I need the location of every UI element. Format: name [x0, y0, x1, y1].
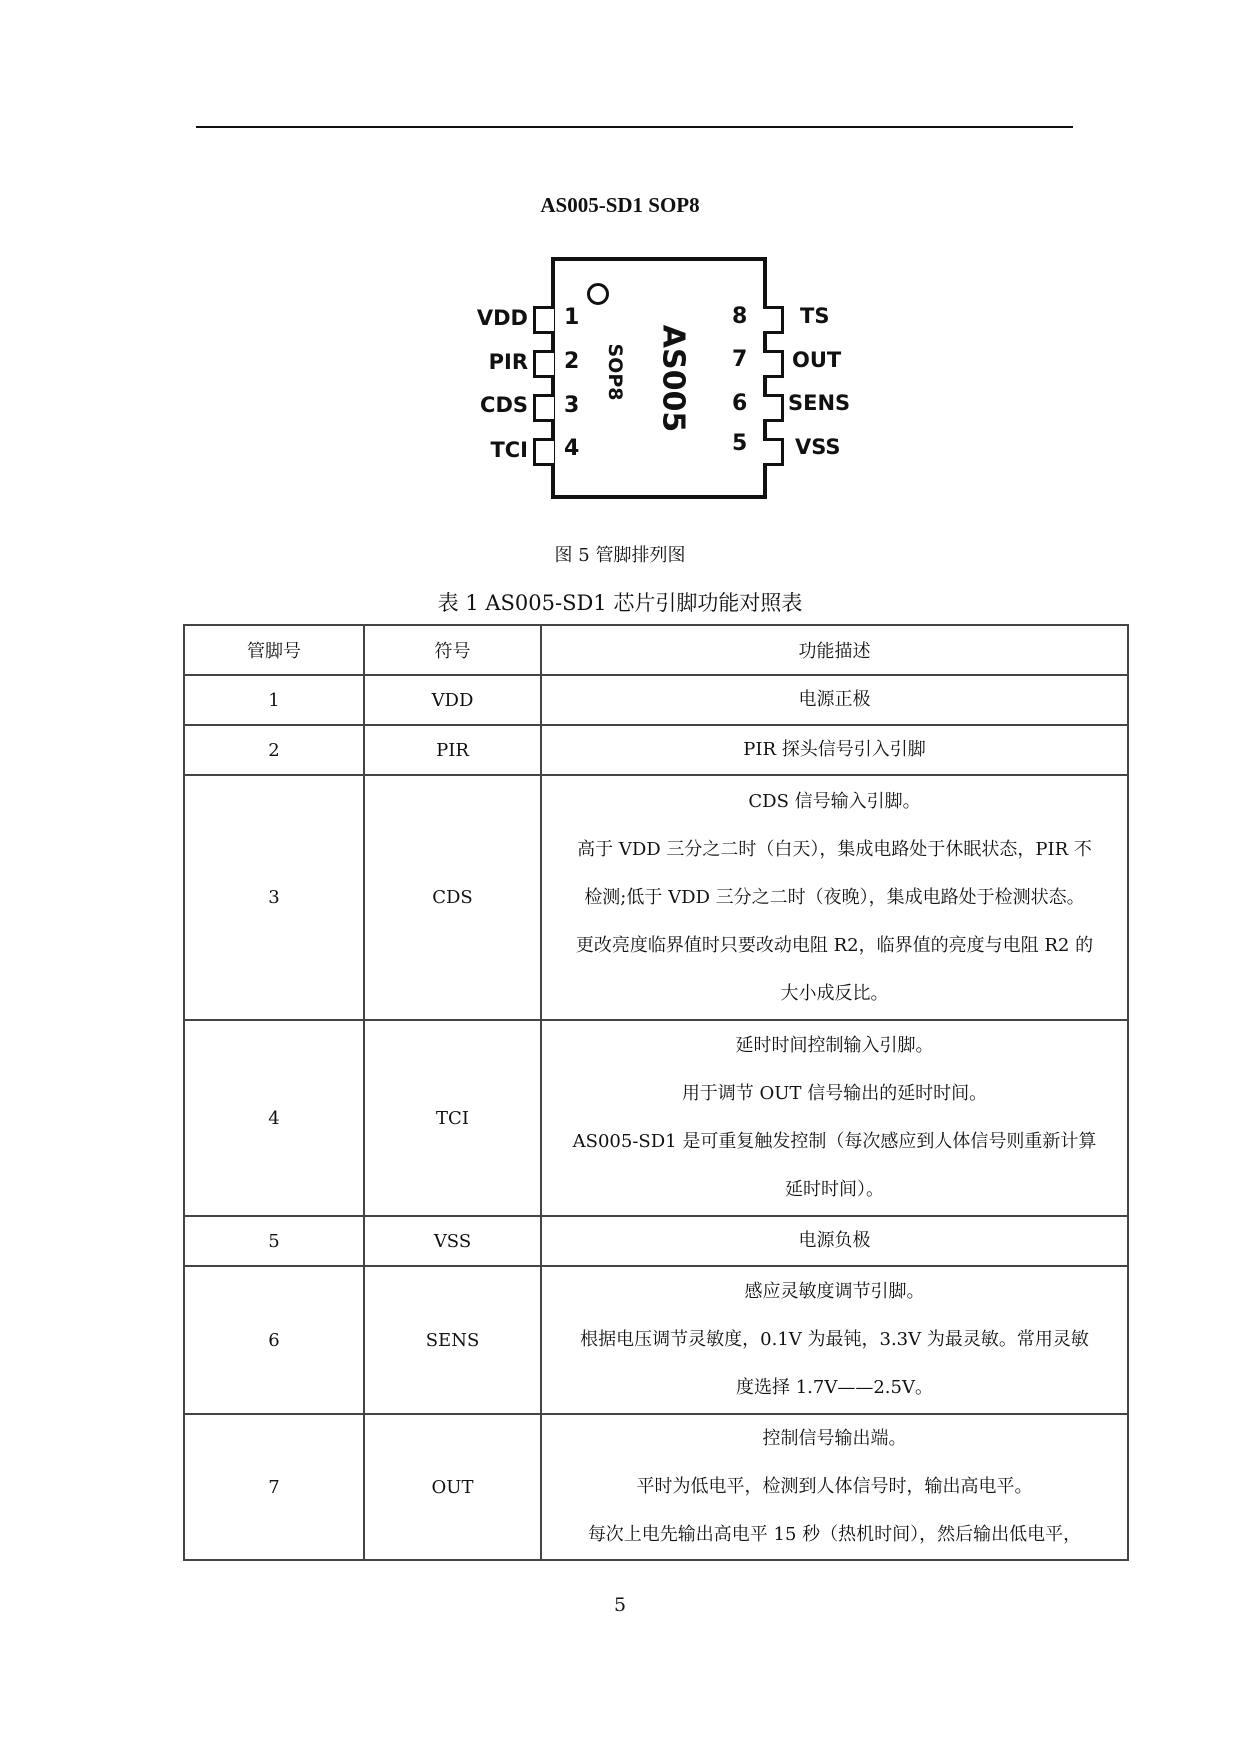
table-row [184, 1266, 1128, 1414]
desc-line: 根据电压调节灵敏度，0.1V 为最钝，3.3V 为最灵敏。常用灵敏 [580, 1329, 1089, 1350]
desc-line: 检测;低于 VDD 三分之二时（夜晚），集成电路处于检测状态。 [584, 886, 1085, 908]
desc-line: PIR 探头信号引入引脚 [743, 739, 926, 760]
table-row [184, 1216, 1128, 1266]
cell-symbol: SENS [364, 1266, 541, 1414]
table-header-row [184, 625, 1128, 675]
pin-name: CDS [480, 393, 528, 417]
chip-body [551, 257, 767, 499]
pin-number: 2 [564, 349, 580, 374]
header-symbol: 符号 [364, 625, 541, 675]
desc-line: 度选择 1.7V——2.5V。 [736, 1377, 933, 1398]
desc-line: CDS 信号输入引脚。 [748, 790, 921, 812]
cell-description [541, 1216, 1128, 1266]
cell-pin: 2 [184, 725, 364, 775]
cell-symbol: TCI [364, 1020, 541, 1216]
figure-caption: 图 5 管脚排列图 [554, 545, 686, 566]
pin-name: VSS [795, 435, 841, 459]
diagram-title: AS005-SD1 SOP8 [540, 193, 700, 217]
header-description: 功能描述 [541, 625, 1128, 675]
pin-name: OUT [792, 348, 842, 372]
cell-pin: 1 [184, 675, 364, 725]
package-label: SOP8 [604, 343, 626, 401]
cell-symbol: PIR [364, 725, 541, 775]
desc-line: 更改亮度临界值时只要改动电阻 R2，临界值的亮度与电阻 R2 的 [575, 934, 1094, 956]
cell-symbol: CDS [364, 775, 541, 1020]
desc-line: 电源正极 [798, 689, 871, 710]
pin-pad-4 [533, 438, 554, 466]
desc-line: 大小成反比。 [780, 982, 889, 1004]
pin1-marker-icon [587, 283, 609, 305]
cell-pin: 4 [184, 1020, 364, 1216]
table-row [184, 1414, 1128, 1560]
pin-number: 3 [564, 393, 580, 418]
desc-line: 平时为低电平，检测到人体信号时，输出高电平。 [636, 1476, 1033, 1497]
pin-function-table [183, 624, 1129, 1561]
cell-description [541, 675, 1128, 725]
cell-description [541, 725, 1128, 775]
pin-number: 8 [732, 304, 748, 329]
header-rule [196, 126, 1073, 128]
cell-symbol: OUT [364, 1414, 541, 1560]
cell-pin: 7 [184, 1414, 364, 1560]
desc-line: 控制信号输出端。 [762, 1428, 907, 1449]
chip-label: AS005 [655, 324, 691, 433]
table-row [184, 725, 1128, 775]
desc-line: 高于 VDD 三分之二时（白天），集成电路处于休眠状态，PIR 不 [577, 838, 1092, 860]
desc-line: 延时时间控制输入引脚。 [735, 1035, 934, 1056]
pin-pad-8 [763, 306, 784, 334]
desc-line: 每次上电先输出高电平 15 秒（热机时间），然后输出低电平， [587, 1524, 1082, 1545]
pin-name: TCI [490, 438, 528, 462]
desc-line: AS005-SD1 是可重复触发控制（每次感应到人体信号则重新计算 [572, 1131, 1097, 1152]
cell-description [541, 1414, 1128, 1560]
pin-number: 7 [732, 347, 748, 372]
pin-number: 5 [732, 431, 748, 456]
page-number: 5 [613, 1594, 627, 1616]
desc-line: 延时时间）。 [785, 1179, 884, 1200]
cell-symbol: VDD [364, 675, 541, 725]
cell-description [541, 775, 1128, 1020]
cell-description [541, 1020, 1128, 1216]
cell-pin: 3 [184, 775, 364, 1020]
cell-pin: 6 [184, 1266, 364, 1414]
pin-pad-6 [763, 394, 784, 422]
pin-name: VDD [476, 306, 528, 330]
cell-description [541, 1266, 1128, 1414]
pin-pad-5 [763, 438, 784, 466]
table-row [184, 675, 1128, 725]
table-row [184, 1020, 1128, 1216]
pin-pad-2 [533, 350, 554, 378]
pin-pad-1 [533, 306, 554, 334]
cell-symbol: VSS [364, 1216, 541, 1266]
table-row [184, 775, 1128, 1020]
cell-pin: 5 [184, 1216, 364, 1266]
pin-pad-3 [533, 394, 554, 422]
pin-number: 6 [732, 391, 748, 416]
pin-name: TS [800, 304, 830, 328]
desc-line: 电源负极 [798, 1230, 871, 1251]
pin-name: PIR [488, 350, 528, 374]
pin-number: 1 [564, 305, 580, 330]
desc-line: 感应灵敏度调节引脚。 [744, 1281, 925, 1302]
pin-number: 4 [564, 436, 580, 461]
pin-name: SENS [788, 391, 851, 415]
pin-pad-7 [763, 350, 784, 378]
header-pin-number: 管脚号 [184, 625, 364, 675]
desc-line: 用于调节 OUT 信号输出的延时时间。 [681, 1083, 988, 1104]
table-caption: 表 1 AS005-SD1 芯片引脚功能对照表 [437, 591, 803, 615]
